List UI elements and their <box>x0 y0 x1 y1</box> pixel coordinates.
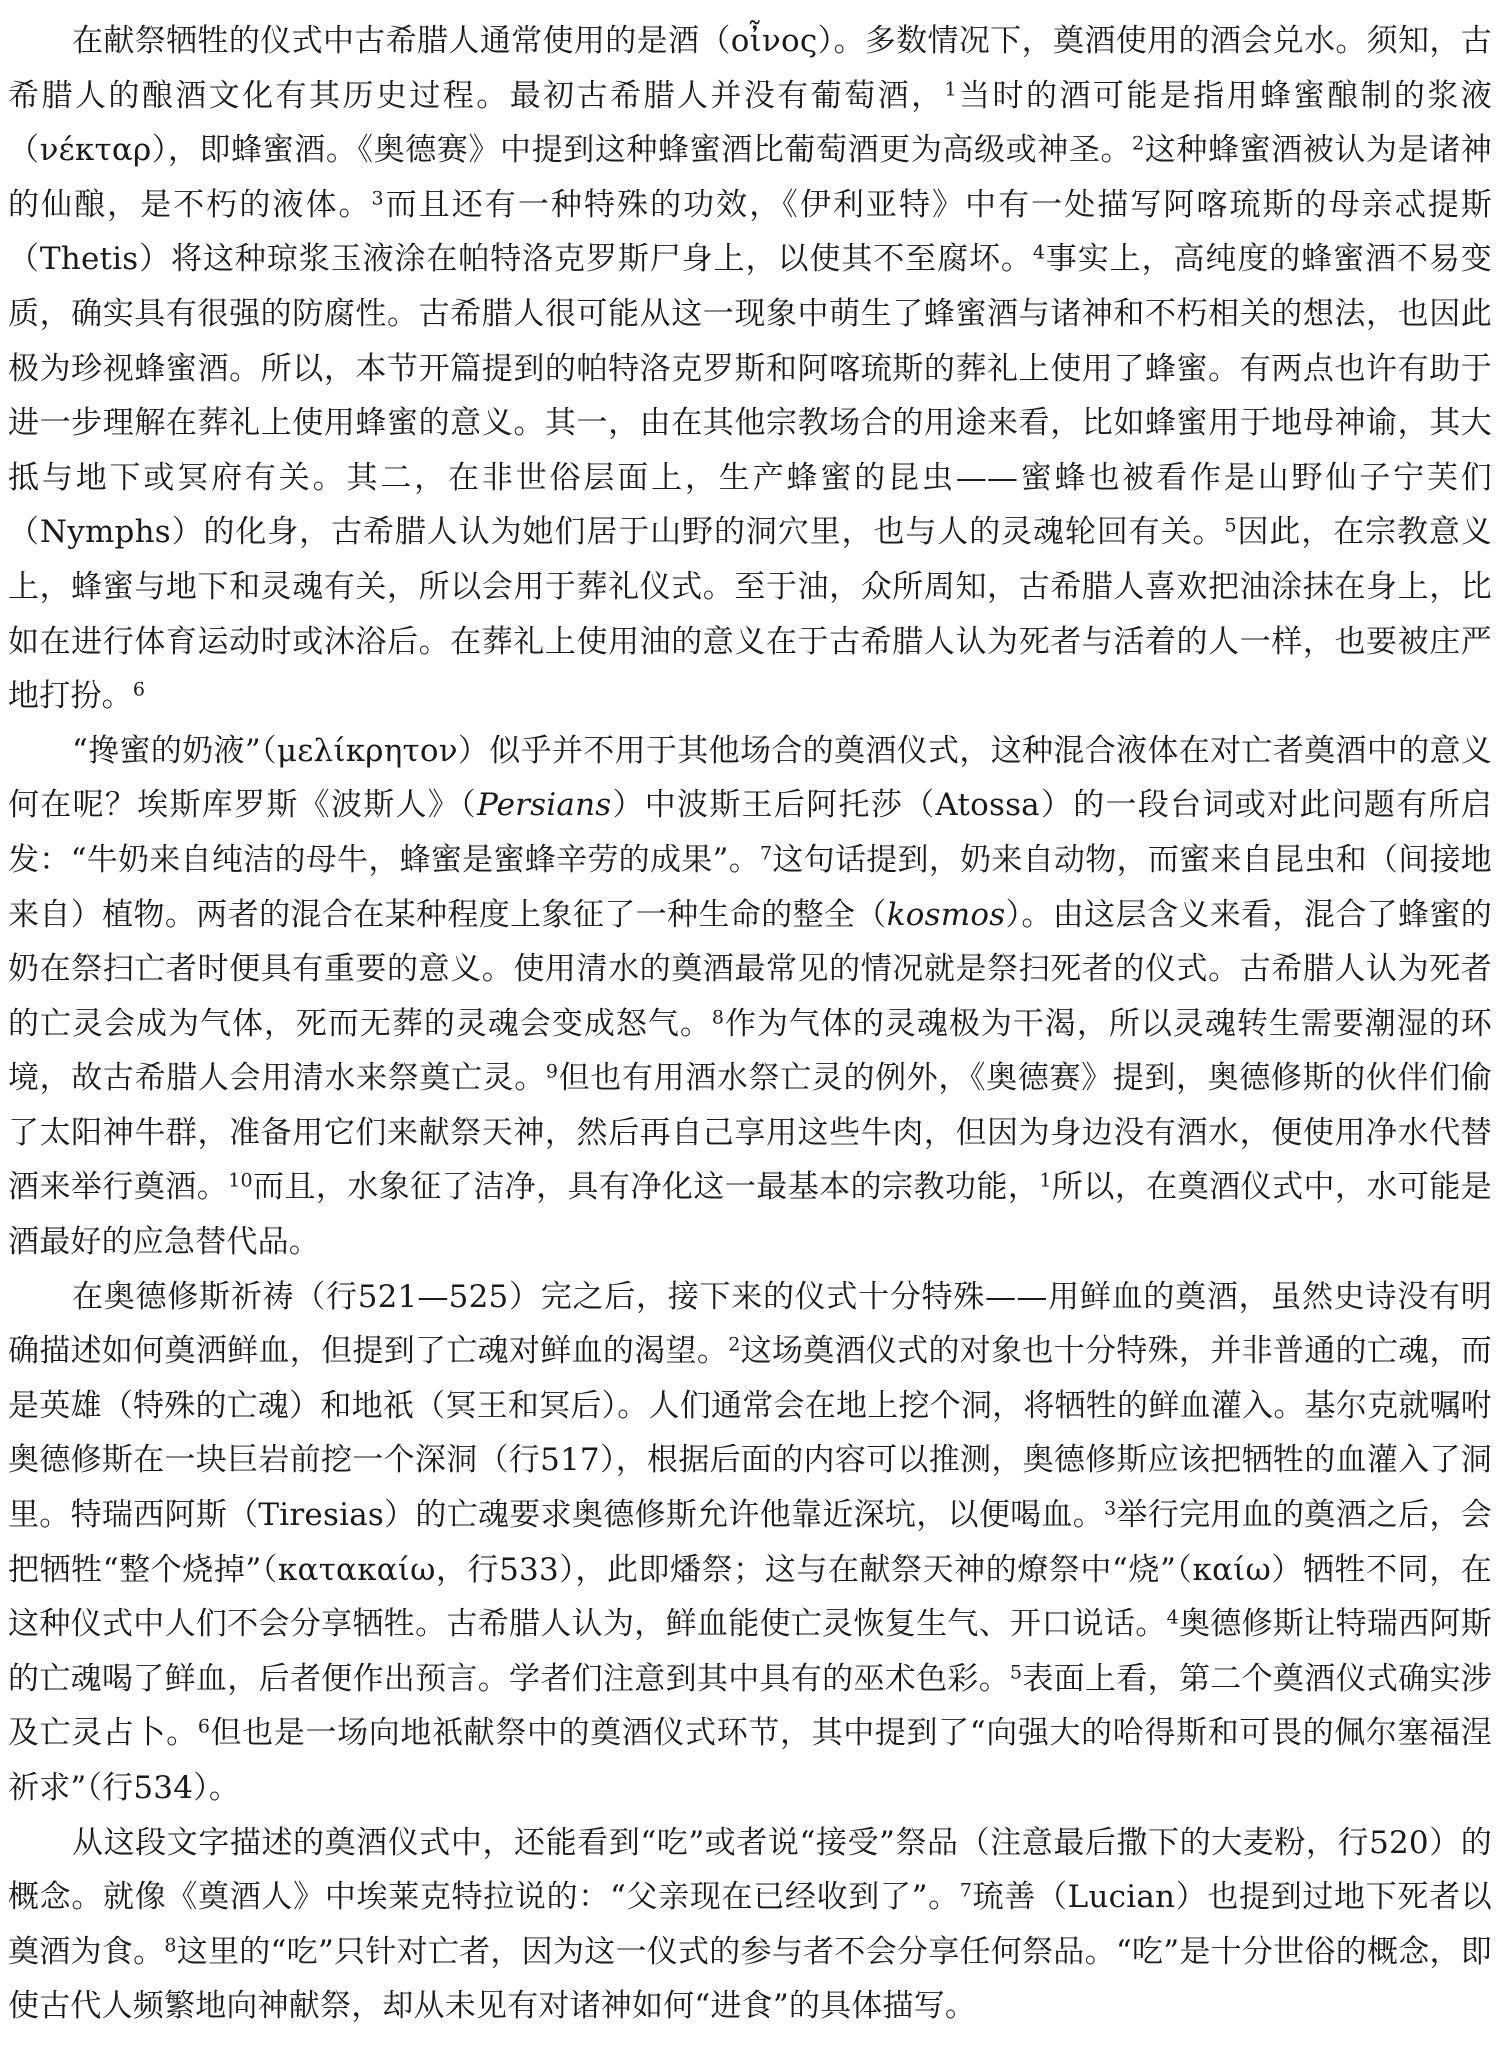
text-run: 在献祭牺牲的仪式中古希腊人通常使用的是酒（οἶνος）。多数情况下，奠酒使用的酒会兑水。须知，古希腊人的酿酒文化有其历史过程。最初古希腊人并没有葡萄酒， <box>8 23 1492 114</box>
text-run: 这种蜂蜜酒被认为是诸神的仙酿，是不朽的液体。 <box>8 132 1493 223</box>
text-run: “搀蜜的奶液”（μελίκρητον）似乎并不用于其他场合的奠酒仪式，这种混合液体在对亡者奠酒中的意义何在呢？埃斯库罗斯《波斯人》（ <box>8 732 1492 824</box>
footnote-marker: 6 <box>132 678 146 701</box>
text-run: 而且还有一种特殊的功效，《伊利亚特》中有一处描写阿喀琉斯的母亲忒提斯（Thetis）将这种琼浆玉液涂在帕特洛克罗斯尸身上，以使其不至腐坏。 <box>8 186 1493 278</box>
footnote-marker: 10 <box>228 1170 253 1193</box>
footnote-marker: 5 <box>1224 514 1237 537</box>
footnote-marker: 4 <box>1166 1606 1179 1629</box>
text-run: 事实上，高纯度的蜂蜜酒不易变质，确实具有很强的防腐性。古希腊人很可能从这一现象中萌生了蜂蜜酒与诸神和不朽相关的想法，也因此极为珍视蜂蜜酒。所以，本节开篇提到的帕特洛克罗斯和阿喀琉斯的葬礼上使用了蜂蜜。有两点也许有助于进一步理解在葬礼上使用蜂蜜的意义。其一，由在其他宗教场合的用途来看，比如蜂蜜用于地母神谕，其大抵与地下或冥府有关。其二，在非世俗层面上，生产蜂蜜的昆虫——蜜蜂也被看作是山野仙子宁芙们（Nymphs）的化身，古希腊人认为她们居于山野的洞穴里，也与人的灵魂轮回有关。 <box>8 241 1492 551</box>
footnote-marker: 6 <box>197 1715 211 1738</box>
text-run: 所以，在奠酒仪式中，水可能是酒最好的应急替代品。 <box>8 1169 1493 1261</box>
italic-term: kosmos <box>886 896 1006 933</box>
footnote-marker: 7 <box>959 1879 973 1902</box>
paragraph-blood-libation <box>8 1270 1492 1816</box>
footnote-marker: 2 <box>1132 132 1145 155</box>
text-run: 而且，水象征了洁净，具有净化这一最基本的宗教功能， <box>252 1169 1040 1206</box>
text-run: 从这段文字描述的奠酒仪式中，还能看到“吃”或者说“接受”祭品（注意最后撒下的大麦粉，行520）的概念。就像《奠酒人》中埃莱克特拉说的：“父亲现在已经收到了”。 <box>8 1824 1492 1916</box>
text-run: 但也是一场向地祇献祭中的奠酒仪式环节，其中提到了“向强大的哈得斯和可畏的佩尔塞福涅祈求”（行534）。 <box>8 1715 1492 1806</box>
text-run: 这句话提到，奶来自动物，而蜜来自昆虫和（间接地来自）植物。两者的混合在某种程度上象征了一种生命的整全（ <box>8 841 1492 933</box>
text-run: 当时的酒可能是指用蜂蜜酿制的浆液（νέκταρ），即蜂蜜酒。《奥德赛》中提到这种蜂蜜酒比葡萄酒更为高级或神圣。 <box>8 77 1492 169</box>
footnote-marker: 3 <box>371 187 384 210</box>
paragraph-honey-milk <box>8 724 1492 1270</box>
footnote-marker: 8 <box>711 1006 725 1029</box>
text-run: 奥德修斯让特瑞西阿斯的亡魂喝了鲜血，后者便作出预言。学者们注意到其中具有的巫术色彩。 <box>8 1606 1493 1697</box>
footnote-marker: 8 <box>164 1934 177 1957</box>
footnote-marker: 5 <box>1010 1661 1023 1684</box>
paragraph-eating-offerings <box>8 1816 1492 2034</box>
text-run: 作为气体的灵魂极为干渴，所以灵魂转生需要潮湿的环境，故古希腊人会用清水来祭奠亡灵。 <box>8 1005 1492 1097</box>
italic-term: Persians <box>476 787 612 824</box>
text-run: ）中波斯王后阿托莎（Atossa）的一段台词或对此问题有所启发：“牛奶来自纯洁的母牛，蜂蜜是蜜蜂辛劳的成果”。 <box>8 787 1493 878</box>
text-run: 因此，在宗教意义上，蜂蜜与地下和灵魂有关，所以会用于葬礼仪式。至于油，众所周知，古希腊人喜欢把油涂抹在身上，比如在进行体育运动时或沐浴后。在葬礼上使用油的意义在于古希腊人认为死者与活着的人一样，也要被庄严地打扮。 <box>8 514 1492 715</box>
text-run: 表面上看，第二个奠酒仪式确实涉及亡灵占卜。 <box>8 1660 1493 1752</box>
paragraph-wine-honey-oil <box>8 14 1492 724</box>
footnote-marker: 4 <box>1032 241 1046 264</box>
footnote-marker: 1 <box>1039 1170 1052 1193</box>
text-run: 这场奠酒仪式的对象也十分特殊，并非普通的亡魂，而是英雄（特殊的亡魂）和地祇（冥王和冥后）。人们通常会在地上挖个洞，将牺牲的鲜血灌入。基尔克就嘱咐奥德修斯在一块巨岩前挖一个深洞（行517），根据后面的内容可以推测，奥德修斯应该把牺牲的血灌入了洞里。特瑞西阿斯（Tiresias）的亡魂要求奥德修斯允许他靠近深坑，以便喝血。 <box>8 1333 1492 1534</box>
text-run: 这里的“吃”只针对亡者，因为这一仪式的参与者不会分享任何祭品。“吃”是十分世俗的概念，即使古代人频繁地向神献祭，却从未见有对诸神如何“进食”的具体描写。 <box>8 1933 1492 2025</box>
footnote-marker: 7 <box>759 842 773 865</box>
text-run: ）。由这层含义来看，混合了蜂蜜的奶在祭扫亡者时便具有重要的意义。使用清水的奠酒最常见的情况就是祭扫死者的仪式。古希腊人认为死者的亡灵会成为气体，死而无葬的灵魂会变成怒气。 <box>8 896 1492 1042</box>
footnote-marker: 1 <box>944 78 957 101</box>
footnote-marker: 3 <box>1104 1497 1117 1520</box>
footnote-marker: 9 <box>545 1060 559 1083</box>
text-run: 举行完用血的奠酒之后，会把牺牲“整个烧掉”（κατακαίω，行533），此即燔祭；这与在献祭天神的燎祭中“烧”（καίω）牺牲不同，在这种仪式中人们不会分享牺牲。古希腊人认为，鲜血能使亡灵恢复生气、开口说话。 <box>8 1497 1492 1643</box>
text-run: 在奥德修斯祈祷（行521—525）完之后，接下来的仪式十分特殊——用鲜血的奠酒，虽然史诗没有明确描述如何奠洒鲜血，但提到了亡魂对鲜血的渴望。 <box>8 1278 1492 1370</box>
footnote-marker: 2 <box>728 1333 741 1356</box>
text-run: 琉善（Lucian）也提到过地下死者以奠酒为食。 <box>8 1879 1492 1970</box>
text-run: 但也有用酒水祭亡灵的例外，《奥德赛》提到，奥德修斯的伙伴们偷了太阳神牛群，准备用它们来献祭天神，然后再自己享用这些牛肉，但因为身边没有酒水，便使用净水代替酒来举行奠酒。 <box>8 1060 1492 1206</box>
